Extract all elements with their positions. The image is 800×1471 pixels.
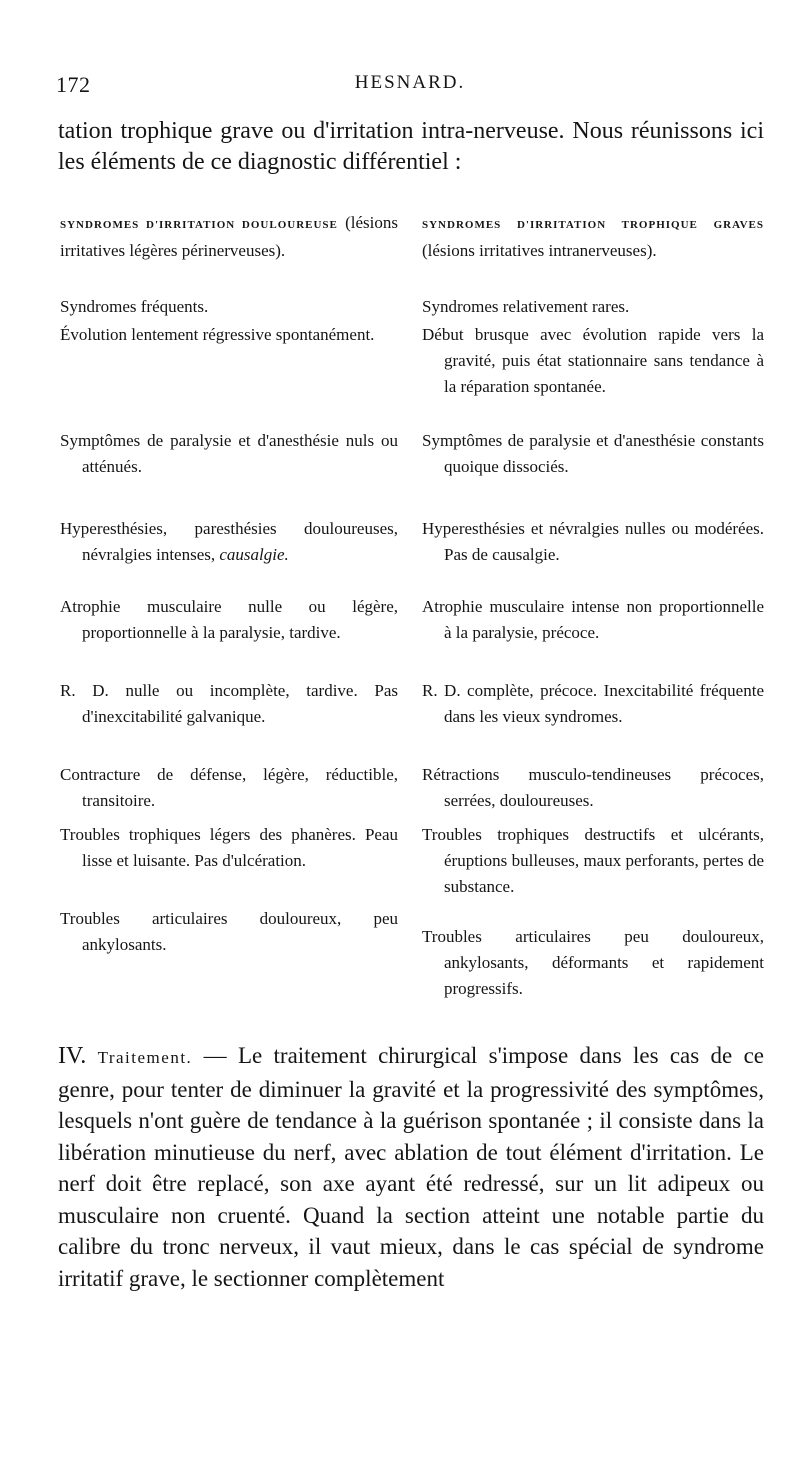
right-entry: Rétractions musculo-tendineuses précoces, serrées, douloureuses. xyxy=(422,765,764,810)
left-entry-italic: causalgie. xyxy=(219,545,289,564)
right-entry: Symptômes de paralysie et d'anesthésie constants quoique dissociés. xyxy=(422,431,764,476)
right-entry: Début brusque avec évolution rapide vers la gravité, puis état stationnaire sans tendance à la réparation spontanée. xyxy=(422,325,764,396)
right-entry: Hyperesthésies et névralgies nulles ou modérées. Pas de causalgie. xyxy=(422,519,764,564)
left-column-heading xyxy=(60,210,398,264)
left-column xyxy=(60,210,398,954)
left-entry: Troubles trophiques légers des phanères. Peau lisse et luisante. Pas d'ulcération. xyxy=(60,825,398,870)
left-entry: Évolution lentement régressive spontanément. xyxy=(60,325,375,344)
section-dash: — xyxy=(203,1043,227,1068)
left-heading-caps: SYNDROMES D'IRRITATION DOULOUREUSE xyxy=(60,219,338,231)
left-entry: Contracture de défense, légère, réductible, transitoire. xyxy=(60,765,398,810)
left-entry: Syndromes fréquents. xyxy=(60,297,209,316)
left-entry-text: Hyperesthésies, paresthésies douloureuses, névralgies intenses, xyxy=(60,519,398,564)
right-entry: R. D. complète, précoce. Inexcitabilité fréquente dans les vieux syndromes. xyxy=(422,681,764,726)
left-entry: R. D. nulle ou incomplète, tardive. Pas d'inexcitabilité galvanique. xyxy=(60,681,398,726)
section-heading: Traitement. xyxy=(97,1048,193,1067)
left-entry: Atrophie musculaire nulle ou légère, proportionnelle à la paralysie, tardive. xyxy=(60,597,398,642)
right-heading-rest: (lésions irritatives intranerveuses). xyxy=(422,241,657,260)
running-head: HESNARD. xyxy=(354,72,466,93)
left-entry: Troubles articulaires douloureux, peu ankylosants. xyxy=(60,909,398,954)
right-heading-caps: SYNDROMES D'IRRITATION TROPHIQUE GRAVES xyxy=(422,219,764,231)
section-body: Le traitement chirurgical s'impose dans les cas de ce genre, pour tenter de diminuer la gravité et la progressivité des symptômes, lesquels n'ont guère de tendance à la guérison spontanée ; il consiste dans la libération minutieuse du nerf, avec ablation de tout élément d'irritation. Le nerf doit être replacé, son axe ayant été redressé, sur un lit adipeux ou musculaire non cruenté. Quand la section atteint une notable partie du calibre du tronc nerveux, il vaut mieux, dans le cas spécial de syndrome irritatif grave, le sectionner complètement xyxy=(58,1043,764,1291)
page-header xyxy=(56,72,764,102)
page-number: 172 xyxy=(56,72,91,97)
traitement-paragraph xyxy=(58,1040,764,1294)
right-column-heading xyxy=(422,210,764,264)
right-entry: Troubles articulaires peu douloureux, ankylosants, déformants et rapidement progressifs. xyxy=(422,927,764,998)
left-entry xyxy=(60,516,398,568)
left-entry: Symptômes de paralysie et d'anesthésie nuls ou atténués. xyxy=(60,431,398,476)
intro-paragraph: tation trophique grave ou d'irritation intra-nerveuse. Nous réunissons ici les éléments de ce diagnostic différentiel : xyxy=(58,118,764,175)
left-heading-rest: (lésions irritatives légères périnerveuses). xyxy=(60,213,398,260)
right-entry: Troubles trophiques destructifs et ulcérants, éruptions bulleuses, maux perforants, pertes de substance. xyxy=(422,825,764,896)
section-numeral: IV. xyxy=(58,1043,87,1069)
right-column xyxy=(422,210,764,998)
right-entry: Atrophie musculaire intense non proportionnelle à la paralysie, précoce. xyxy=(422,597,764,642)
right-entry: Syndromes relativement rares. xyxy=(422,297,630,316)
